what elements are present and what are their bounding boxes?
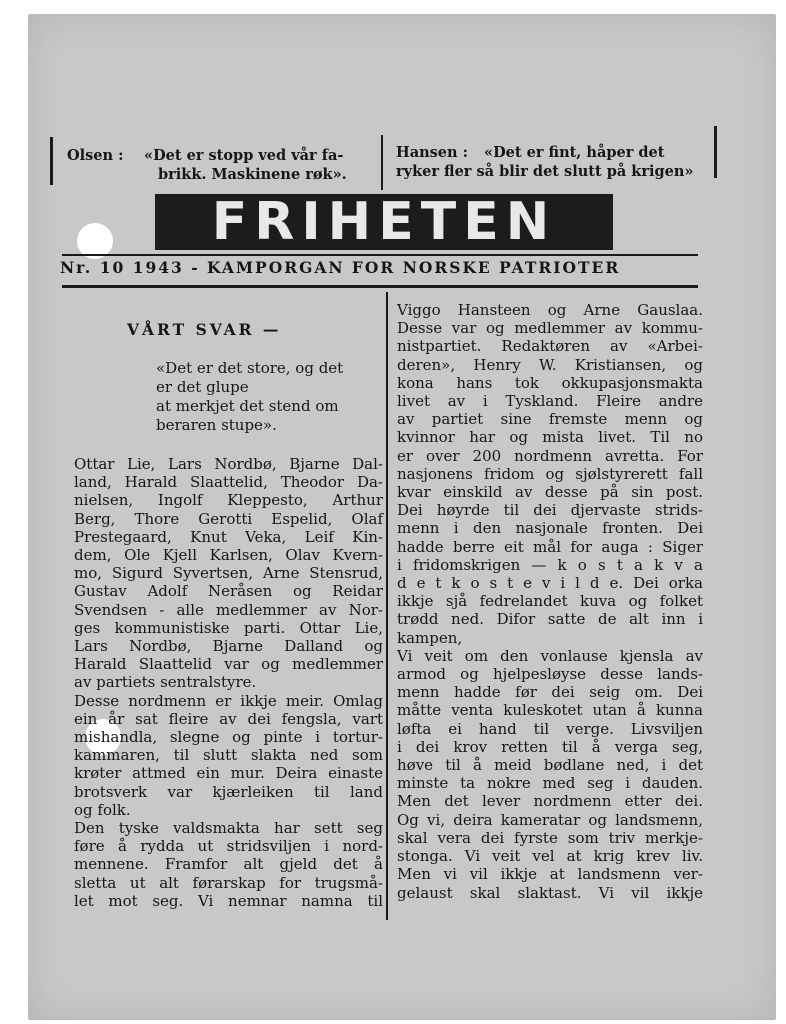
article-line: ikkje sjå fedrelandet kuva og folket	[397, 592, 703, 611]
article-line: brotsverk var kjærleiken til land	[74, 782, 383, 801]
article-line: kampen,	[397, 628, 463, 647]
article-line: nistpartiet. Redaktøren av «Arbei-	[397, 337, 703, 356]
article-line: nielsen, Ingolf Kleppesto, Arthur	[74, 491, 383, 510]
header-left-rule	[50, 137, 53, 185]
article-line: Harald Slaattelid var og medlemmer	[74, 655, 383, 674]
article-line: Desse nordmenn er ikkje meir. Omlag	[74, 691, 383, 710]
article-line: av partiet sine fremste menn og	[397, 410, 703, 429]
right-column	[397, 301, 703, 902]
article-line: og folk.	[74, 800, 131, 819]
article-title: VÅRT SVAR —	[127, 320, 282, 339]
article-line: livet av i Tyskland. Fleire andre	[397, 392, 703, 411]
article-line: minste ta nokre med seg i dauden.	[397, 774, 703, 793]
article-line: Ottar Lie, Lars Nordbø, Bjarne Dal-	[74, 455, 383, 473]
article-line: Prestegaard, Knut Veka, Leif Kin-	[74, 527, 383, 546]
article-line: kvinnor har og mista livet. Til no	[397, 428, 703, 447]
article-line: mennene. Framfor alt gjeld det å	[74, 855, 383, 874]
issue-line: Nr. 10 1943 - KAMPORGAN FOR NORSKE PATRIOTER	[60, 258, 621, 277]
article-line: nasjonens fridom og sjølstyrerett fall	[397, 464, 703, 483]
quote-line: ryker fler så blir det slutt på krigen»	[396, 163, 694, 180]
issue-rule-top	[62, 254, 698, 256]
header-center-rule	[381, 135, 383, 190]
article-line: trødd ned. Difor satte de alt inn i	[397, 610, 703, 629]
quote-line: brikk. Maskinene røk».	[158, 166, 347, 183]
article-line: d e t k o s t e v i l d e. Dei orka	[397, 574, 703, 593]
quote-line: «Det er stopp ved vår fa-	[144, 147, 344, 164]
article-line: Svendsen - alle medlemmer av Nor-	[74, 600, 383, 619]
quote-line: «Det er fint, håper det	[484, 144, 665, 161]
article-line: mo, Sigurd Syvertsen, Arne Stensrud,	[74, 564, 383, 583]
article-line: ges kommunistiske parti. Ottar Lie,	[74, 618, 383, 637]
masthead-title: FRIHETEN	[211, 192, 557, 252]
article-line: gelaust skal slaktast. Vi vil ikkje	[397, 883, 703, 902]
article-line: av partiets sentralstyre.	[74, 673, 257, 692]
speaker-hansen: Hansen :	[396, 144, 468, 161]
article-line: Desse var og medlemmer av kommu-	[397, 319, 703, 338]
article-line: mishandla, slegne og pinte i tortur-	[74, 728, 383, 747]
poem-line: beraren stupe».	[156, 416, 277, 434]
header-left-text	[144, 146, 347, 184]
article-line: Gustav Adolf Neråsen og Reidar	[74, 582, 383, 601]
article-line: i fridomskrigen — k o s t a k v a	[397, 555, 703, 574]
article-line: stonga. Vi veit vel at krig krev liv.	[397, 847, 703, 866]
article-line: ein år sat fleire av dei fengsla, vart	[74, 709, 383, 728]
column-divider	[386, 292, 388, 920]
article-line: Men vi vil ikkje at landsmenn ver-	[397, 865, 703, 884]
article-line: Og vi, deira kameratar og landsmenn,	[397, 810, 703, 829]
article-line: hadde berre eit mål for auga : Siger	[397, 537, 703, 556]
article-line: er over 200 nordmenn avretta. For	[397, 446, 703, 465]
article-line: krøter attmed ein mur. Deira einaste	[74, 764, 383, 783]
article-line: Vi veit om den vonlause kjensla av	[397, 646, 703, 665]
article-line: høve til å meid bødlane ned, i det	[397, 756, 703, 775]
article-line: sletta ut alt førarskap for trugsmå-	[74, 873, 383, 892]
article-line: kvar einskild av desse på sin post.	[397, 483, 703, 502]
article-line: menn hadde før dei seig om. Dei	[397, 683, 703, 702]
article-line: Dei høyrde til dei djervaste strids-	[397, 501, 703, 520]
article-line: deren», Henry W. Kristiansen, og	[397, 355, 703, 374]
poem-line: er det glupe	[156, 378, 249, 396]
article-line: dem, Ole Kjell Karlsen, Olav Kvern-	[74, 546, 383, 565]
article-line: skal vera dei fyrste som triv merkje-	[397, 828, 703, 847]
header-right-rule	[714, 126, 717, 178]
poem-line: at merkjet det stend om	[156, 397, 339, 415]
article-line: løfta ei hand til verge. Livsviljen	[397, 719, 703, 738]
article-line: land, Harald Slaattelid, Theodor Da-	[74, 473, 383, 492]
article-line: let mot seg. Vi nemnar namna til	[74, 891, 383, 910]
article-line: menn i den nasjonale fronten. Dei	[397, 519, 703, 538]
article-line: Den tyske valdsmakta har sett seg	[74, 819, 383, 838]
header-right-text	[396, 143, 702, 181]
speaker-olsen: Olsen :	[67, 147, 124, 164]
issue-rule-bottom	[62, 285, 698, 288]
article-line: Men det lever nordmenn etter dei.	[397, 792, 703, 811]
poem-line: «Det er det store, og det	[156, 359, 344, 377]
article-line: armod og hjelpesløyse desse lands-	[397, 665, 703, 684]
article-line: Lars Nordbø, Bjarne Dalland og	[74, 637, 383, 656]
article-line: i dei krov retten til å verga seg,	[397, 737, 703, 756]
left-column	[74, 455, 383, 910]
article-line: kona hans tok okkupasjonsmakta	[397, 373, 703, 392]
header-left-quote	[67, 146, 123, 165]
article-line: måtte venta kuleskotet utan å kunna	[397, 701, 703, 720]
masthead-banner	[155, 194, 613, 250]
article-line: kammaren, til slutt slakta ned som	[74, 746, 383, 765]
article-line: Viggo Hansteen og Arne Gauslaa.	[397, 301, 703, 319]
article-poem	[156, 359, 343, 435]
article-line: Berg, Thore Gerotti Espelid, Olaf	[74, 509, 383, 528]
article-line: føre å rydda ut stridsviljen i nord-	[74, 837, 383, 856]
